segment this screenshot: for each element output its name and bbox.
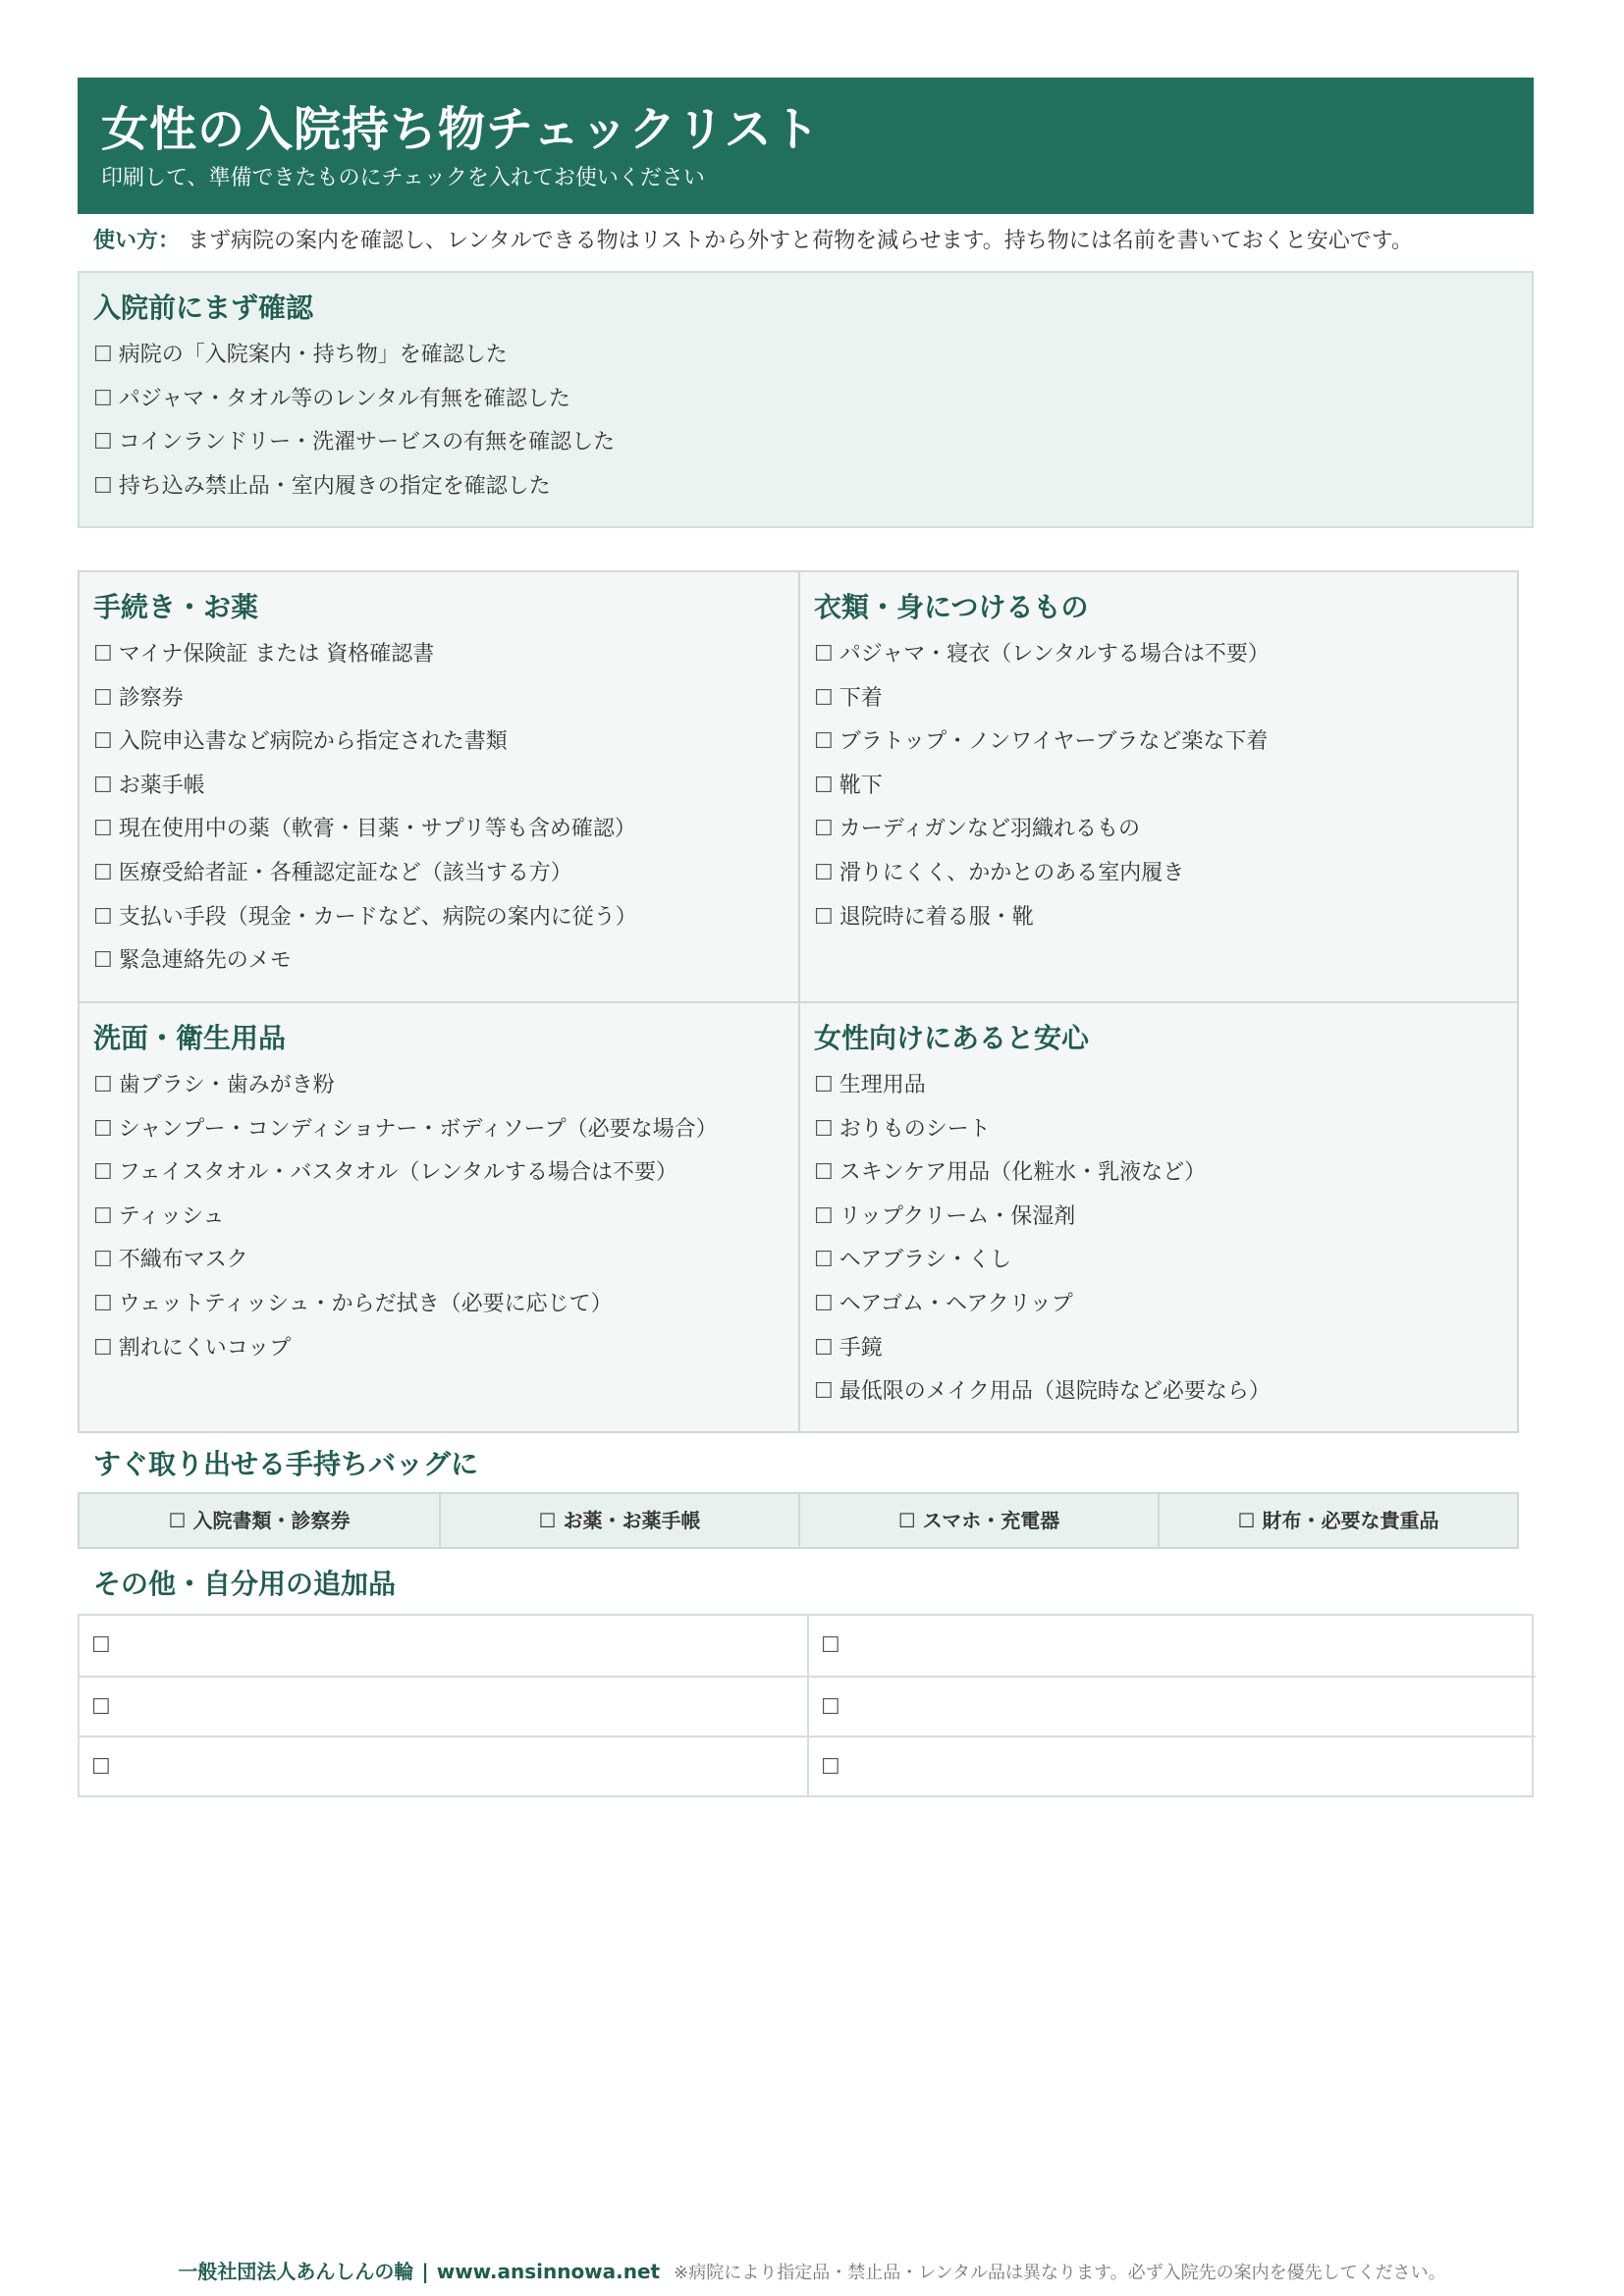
checklist-item[interactable]: [93, 1283, 785, 1327]
checklist-item[interactable]: [814, 677, 1503, 721]
section-title: 洗面・衛生用品: [93, 1022, 287, 1054]
item-label: 緊急連絡先のメモ: [118, 948, 292, 974]
checkbox-icon[interactable]: ☐: [814, 860, 834, 885]
checklist-item[interactable]: [93, 1151, 785, 1196]
checklist-item[interactable]: [814, 1108, 1503, 1152]
item-label: ヘアブラシ・くし: [839, 1248, 1012, 1273]
item-label: お薬手帳: [118, 773, 205, 798]
item-label: 支払い手段（現金・カードなど、病院の案内に従う）: [118, 904, 637, 930]
checklist-item[interactable]: [93, 721, 785, 765]
bag-items-row: [78, 1492, 1519, 1549]
item-label: シャンプー・コンディショナー・ボディソープ（必要な場合）: [118, 1116, 718, 1142]
checklist-item[interactable]: [93, 852, 785, 896]
footer-org: 一般社団法人あんしんの輪: [178, 2260, 414, 2283]
extra-items-table: [78, 1614, 1534, 1797]
extra-title: その他・自分用の追加品: [93, 1568, 397, 1600]
item-label: パジャマ・寝衣（レンタルする場合は不要）: [839, 642, 1270, 667]
checkbox-icon[interactable]: ☐: [814, 1379, 834, 1405]
checklist-item[interactable]: [93, 1108, 785, 1152]
item-label: リップクリーム・保湿剤: [839, 1203, 1076, 1229]
checkbox-icon[interactable]: ☐: [814, 1160, 834, 1186]
checklist-item[interactable]: [814, 808, 1503, 852]
checklist-item[interactable]: [814, 1196, 1503, 1240]
usage-text: まず病院の案内を確認し、レンタルできる物はリストから外すと荷物を減らせます。持ち物には名前を書いておくと安心です。: [188, 229, 1413, 253]
section-procedures: [80, 572, 798, 1001]
page-title: 女性の入院持ち物チェックリスト: [101, 102, 821, 157]
bag-item[interactable]: ☐ 財布・必要な貴重品: [1158, 1494, 1517, 1547]
item-label: 持ち込み禁止品・室内履きの指定を確認した: [118, 473, 551, 499]
item-label: 割れにくいコップ: [118, 1335, 292, 1361]
item-label: 下着: [839, 685, 883, 711]
section-clothing: [798, 572, 1517, 1001]
extra-item-cell[interactable]: ☐: [80, 1735, 807, 1795]
checkbox-icon[interactable]: ☐: [93, 1073, 113, 1097]
extra-item-cell[interactable]: ☐: [80, 1676, 807, 1735]
checkbox-icon[interactable]: ☐: [93, 386, 113, 411]
checklist-item[interactable]: [814, 633, 1503, 677]
item-label: 滑りにくく、かかとのある室内履き: [839, 860, 1185, 885]
checklist-item[interactable]: [93, 633, 785, 677]
checkbox-icon[interactable]: ☐: [93, 729, 113, 755]
checklist-item[interactable]: [814, 1064, 1503, 1108]
checkbox-icon[interactable]: ☐: [93, 817, 113, 842]
section-title: 手続き・お薬: [93, 591, 259, 623]
checkbox-icon[interactable]: ☐: [93, 1335, 113, 1361]
checklist-item[interactable]: [814, 721, 1503, 765]
checklist-item[interactable]: [93, 378, 1518, 422]
checkbox-icon[interactable]: ☐: [93, 948, 113, 974]
item-label: フェイスタオル・バスタオル（レンタルする場合は不要）: [118, 1160, 677, 1186]
item-label: おりものシート: [839, 1116, 991, 1142]
checklist-item[interactable]: [93, 1064, 785, 1108]
item-label: 不織布マスク: [118, 1248, 248, 1273]
item-label: 生理用品: [839, 1073, 926, 1097]
footer-separator: |: [421, 2260, 429, 2283]
checklist-item[interactable]: [814, 1283, 1503, 1327]
item-label: ブラトップ・ノンワイヤーブラなど楽な下着: [839, 729, 1269, 755]
checklist-item[interactable]: [93, 808, 785, 852]
checkbox-icon[interactable]: ☐: [93, 1248, 113, 1273]
item-label: 病院の「入院案内・持ち物」を確認した: [118, 343, 508, 367]
item-label: ティッシュ: [118, 1203, 225, 1229]
checkbox-icon[interactable]: ☐: [93, 773, 113, 798]
checklist-item[interactable]: [814, 852, 1503, 896]
item-label: コインランドリー・洗濯サービスの有無を確認した: [118, 430, 616, 455]
checkbox-icon[interactable]: ☐: [814, 773, 834, 798]
checkbox-icon[interactable]: ☐: [93, 1160, 113, 1186]
checklist-item[interactable]: [814, 765, 1503, 809]
checkbox-icon[interactable]: ☐: [93, 343, 113, 367]
checkbox-icon[interactable]: ☐: [93, 1203, 113, 1229]
section-women: [798, 1001, 1517, 1431]
item-label: ウェットティッシュ・からだ拭き（必要に応じて）: [118, 1291, 613, 1316]
extra-item-cell[interactable]: ☐: [807, 1735, 1536, 1795]
checkbox-icon[interactable]: ☐: [93, 860, 113, 885]
checkbox-icon[interactable]: ☐: [814, 817, 834, 842]
item-label: 現在使用中の薬（軟膏・目薬・サプリ等も含め確認）: [118, 817, 636, 842]
checkbox-icon[interactable]: ☐: [814, 1335, 834, 1361]
item-label: 靴下: [839, 773, 883, 798]
section-toiletries: [80, 1001, 798, 1431]
checkbox-icon[interactable]: ☐: [93, 473, 113, 499]
checklist-item[interactable]: [93, 465, 1518, 509]
bag-item[interactable]: ☐ お薬・お薬手帳: [439, 1494, 798, 1547]
footer: [0, 2258, 1624, 2287]
item-label: パジャマ・タオル等のレンタル有無を確認した: [118, 386, 570, 411]
confirm-section: [78, 271, 1534, 528]
bag-item[interactable]: ☐ 入院書類・診察券: [168, 1509, 351, 1532]
checklist-item[interactable]: [814, 1151, 1503, 1196]
bag-item[interactable]: ☐ スマホ・充電器: [798, 1494, 1158, 1547]
checklist-item[interactable]: [93, 1327, 785, 1371]
checklist-item[interactable]: [814, 1327, 1503, 1371]
usage-note: [78, 214, 1534, 269]
category-grid: [78, 570, 1519, 1433]
checkbox-icon[interactable]: ☐: [814, 904, 834, 930]
item-label: スキンケア用品（化粧水・乳液など）: [839, 1160, 1207, 1186]
checkbox-icon[interactable]: ☐: [814, 1073, 834, 1097]
extra-item-cell[interactable]: ☐: [91, 1633, 111, 1658]
page-subtitle: 印刷して、準備できたものにチェックを入れてお使いください: [101, 166, 705, 190]
checklist-item[interactable]: [93, 1239, 785, 1283]
item-label: 歯ブラシ・歯みがき粉: [118, 1073, 335, 1097]
checklist-item[interactable]: [814, 896, 1503, 940]
checkbox-icon[interactable]: ☐: [814, 1248, 834, 1273]
checklist-item[interactable]: [814, 1239, 1503, 1283]
footer-note: ※病院により指定品・禁止品・レンタル品は異なります。必ず入院先の案内を優先してください。: [674, 2263, 1446, 2283]
item-label: マイナ保険証 または 資格確認書: [118, 642, 435, 667]
checkbox-icon[interactable]: ☐: [814, 1116, 834, 1142]
checkbox-icon[interactable]: ☐: [93, 642, 113, 667]
checkbox-icon[interactable]: ☐: [814, 729, 834, 755]
checklist-item[interactable]: [93, 939, 785, 984]
checklist-item[interactable]: [93, 765, 785, 809]
checkbox-icon[interactable]: ☐: [814, 1203, 834, 1229]
section-title: 女性向けにあると安心: [814, 1022, 1090, 1054]
checkbox-icon[interactable]: ☐: [93, 904, 113, 930]
extra-item-cell[interactable]: ☐: [807, 1676, 1536, 1735]
item-label: 診察券: [118, 685, 184, 711]
checklist-item[interactable]: [93, 896, 785, 940]
checklist-item[interactable]: [93, 677, 785, 721]
bag-title: すぐ取り出せる手持ちバッグに: [93, 1448, 479, 1480]
checkbox-icon[interactable]: ☐: [814, 642, 834, 667]
checkbox-icon[interactable]: ☐: [93, 430, 113, 455]
checklist-item[interactable]: [93, 334, 1518, 378]
item-label: カーディガンなど羽織れるもの: [839, 817, 1140, 842]
extra-item-cell[interactable]: ☐: [807, 1616, 1536, 1676]
checkbox-icon[interactable]: ☐: [93, 685, 113, 711]
checklist-item[interactable]: [93, 421, 1518, 465]
section-title: 衣類・身につけるもの: [814, 591, 1089, 623]
item-label: 退院時に着る服・靴: [839, 904, 1034, 930]
checklist-item[interactable]: [814, 1370, 1503, 1415]
checkbox-icon[interactable]: ☐: [93, 1116, 113, 1142]
checkbox-icon[interactable]: ☐: [93, 1291, 113, 1316]
item-label: 入院申込書など病院から指定された書類: [118, 729, 508, 755]
item-label: ヘアゴム・ヘアクリップ: [839, 1291, 1073, 1316]
footer-url[interactable]: www.ansinnowa.net: [436, 2260, 661, 2283]
checklist-page: [78, 78, 1534, 1797]
checklist-item[interactable]: [93, 1196, 785, 1240]
checkbox-icon[interactable]: ☐: [814, 685, 834, 711]
item-label: 医療受給者証・各種認定証など（該当する方）: [118, 860, 572, 885]
item-label: 最低限のメイク用品（退院時など必要なら）: [839, 1379, 1271, 1405]
header-banner: [78, 78, 1534, 214]
usage-label: 使い方：: [93, 229, 181, 253]
checkbox-icon[interactable]: ☐: [814, 1291, 834, 1316]
confirm-title: 入院前にまず確認: [93, 292, 314, 324]
item-label: 手鏡: [839, 1335, 883, 1361]
